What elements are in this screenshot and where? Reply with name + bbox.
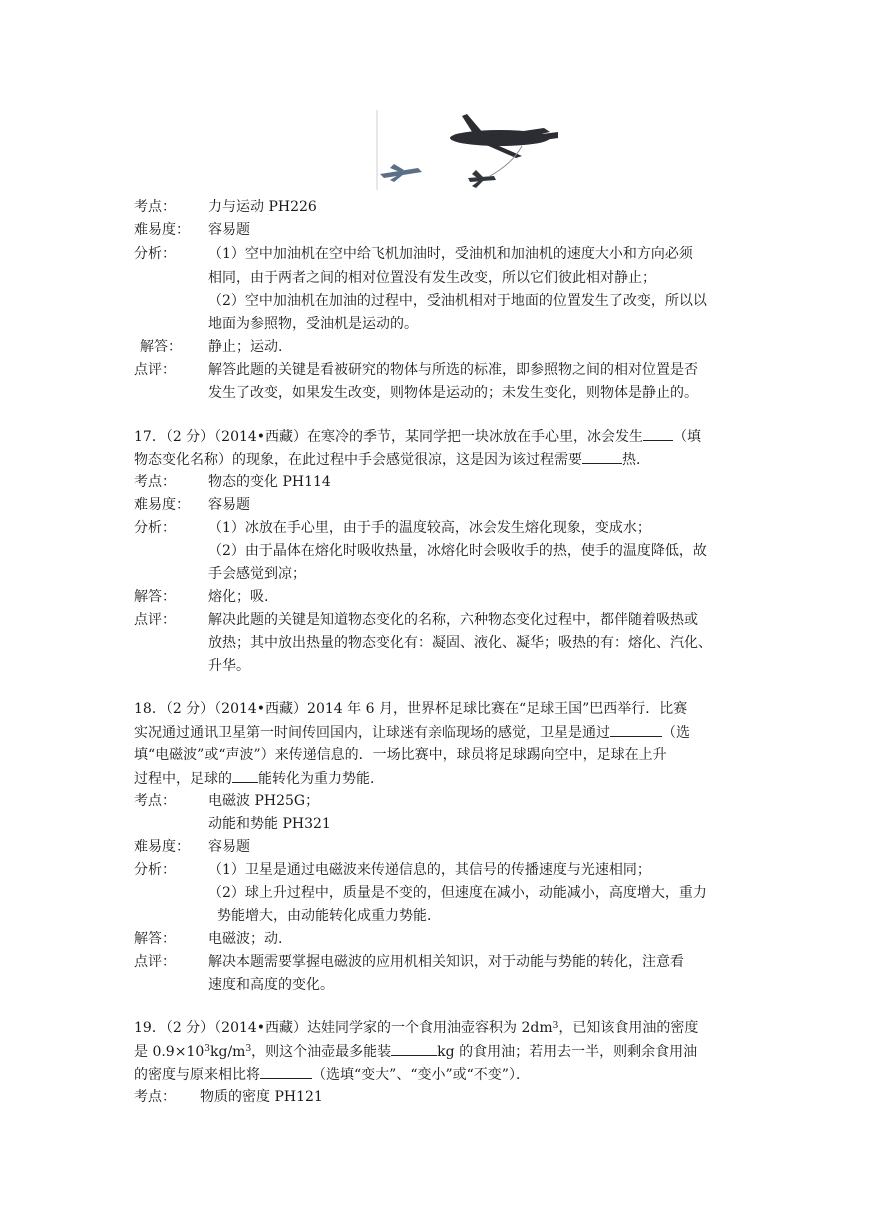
q16-fenxi-2a: （2）空中加油机在加油的过程中，受油机相对于地面的位置发生了改变，所以以 bbox=[208, 293, 707, 309]
q19-blank-2[interactable] bbox=[260, 1064, 312, 1079]
q18-stem-c: 填“电磁波”或“声波”）来传递信息的．一场比赛中，球员将足球踢向空中，足球在上升 bbox=[134, 747, 667, 763]
fighter-jet-icon bbox=[468, 170, 496, 188]
q19-stem-c2: （选填“变大”、“变小”或“不变”）． bbox=[312, 1067, 530, 1083]
q18-fenxi-2b: 势能增大，由动能转化成重力势能． bbox=[217, 908, 441, 924]
q18-blank-1[interactable] bbox=[610, 722, 662, 737]
q19-sup-b1: 3 bbox=[204, 1044, 210, 1054]
q16-fenxi-1a: （1）空中加油机在空中给飞机加油时，受油机和加油机的速度大小和方向必须 bbox=[208, 246, 693, 262]
q19-stem-b2: kg/m bbox=[210, 1044, 246, 1060]
q17-stem-line2 bbox=[134, 449, 650, 471]
q18-kaodian-2: 动能和势能 PH321 bbox=[208, 816, 331, 832]
aircraft-refueling-icon bbox=[372, 104, 567, 196]
q17-dianping-b: 放热；其中放出热量的物态变化有：凝固、液化、凝华；吸热的有：熔化、汽化、 bbox=[208, 635, 712, 651]
q18-dianping-label: 点评： bbox=[134, 954, 176, 970]
q17-stem-line1 bbox=[134, 426, 701, 448]
q17-blank-2[interactable] bbox=[582, 449, 622, 464]
refueling-figure bbox=[372, 104, 567, 196]
q19-sup-b2: 3 bbox=[245, 1044, 252, 1054]
q19-stem-a1: 19．（2 分）（2014•西藏）达娃同学家的一个食用油壶容积为 2dm bbox=[134, 1020, 553, 1036]
q16-kaodian-label: 考点： bbox=[134, 199, 176, 215]
q18-stem-b1: 实况通过通讯卫星第一时间传回国内，让球迷有亲临现场的感觉，卫星是通过 bbox=[134, 725, 610, 741]
q18-jieda: 电磁波；动. bbox=[208, 931, 283, 947]
q17-jieda: 熔化；吸. bbox=[208, 589, 269, 605]
q18-fenxi-2a: （2）球上升过程中，质量是不变的，但速度在减小，动能减小，高度增大，重力 bbox=[208, 885, 707, 901]
q16-fenxi-label: 分析： bbox=[134, 246, 176, 262]
q19-stem-b1: 是 0.9×10 bbox=[134, 1044, 205, 1060]
q17-kaodian-label: 考点： bbox=[134, 474, 176, 490]
q17-nanyi: 容易题 bbox=[208, 497, 250, 513]
q19-stem-a2: ，已知该食用油的密度 bbox=[558, 1020, 699, 1036]
q16-dianping-label: 点评： bbox=[134, 362, 176, 378]
q18-kaodian-1: 电磁波 PH25G； bbox=[208, 793, 320, 809]
q17-stem-b1: 物态变化名称）的现象，在此过程中手会感觉很凉，这是因为该过程需要 bbox=[134, 452, 582, 468]
fighter-jet-icon bbox=[380, 164, 422, 182]
q17-fenxi-2b: 手会感觉到凉； bbox=[208, 566, 306, 582]
q17-fenxi-label: 分析： bbox=[134, 520, 176, 536]
q18-stem-d1: 过程中，足球的 bbox=[134, 771, 232, 787]
q19-kaodian: 物质的密度 PH121 bbox=[200, 1089, 323, 1105]
q17-fenxi-2a: （2）由于晶体在熔化时吸收热量，冰熔化时会吸收手的热，使手的温度降低，故 bbox=[208, 543, 707, 559]
q16-nanyi: 容易题 bbox=[208, 222, 250, 238]
tanker-aircraft-icon bbox=[450, 114, 558, 158]
q18-stem-line4 bbox=[134, 768, 384, 790]
q16-fenxi-2b: 地面为参照物，受油机是运动的。 bbox=[208, 316, 418, 332]
q19-kaodian-label: 考点： bbox=[134, 1089, 176, 1105]
q19-stem-b3: ，则这个油壶最多能装 bbox=[251, 1044, 392, 1060]
q16-dianping-a: 解答此题的关键是看被研究的物体与所选的标准，即参照物之间的相对位置是否 bbox=[208, 362, 698, 378]
q18-kaodian-label: 考点： bbox=[134, 793, 176, 809]
q18-fenxi-1: （1）卫星是通过电磁波来传递信息的，其信号的传播速度与光速相同； bbox=[208, 862, 651, 878]
q19-stem-line2 bbox=[134, 1041, 697, 1063]
q17-dianping-a: 解决此题的关键是知道物态变化的名称，六种物态变化过程中，都伴随着吸热或 bbox=[208, 612, 698, 628]
q18-dianping-b: 速度和高度的变化。 bbox=[208, 977, 334, 993]
q18-stem-a: 18．（2 分）（2014•西藏）2014 年 6 月，世界杯足球比赛在“足球王国”巴西举行．比赛 bbox=[134, 701, 688, 717]
q16-jieda-label: 解答： bbox=[140, 339, 182, 355]
q17-nanyi-label: 难易度： bbox=[134, 497, 190, 513]
q17-jieda-label: 解答： bbox=[134, 589, 176, 605]
q16-dianping-b: 发生了改变，如果发生改变，则物体是运动的；未发生变化，则物体是静止的。 bbox=[208, 385, 698, 401]
q16-fenxi-1b: 相同，由于两者之间的相对位置没有发生改变，所以它们彼此相对静止； bbox=[208, 270, 656, 286]
q17-kaodian: 物态的变化 PH114 bbox=[208, 474, 331, 490]
q19-blank-1[interactable] bbox=[391, 1041, 437, 1056]
q17-fenxi-1: （1）冰放在手心里，由于手的温度较高，冰会发生熔化现象，变成水； bbox=[208, 520, 651, 536]
q18-jieda-label: 解答： bbox=[134, 931, 176, 947]
q19-sup-a: 3 bbox=[552, 1021, 559, 1031]
q17-blank-1[interactable] bbox=[643, 426, 673, 441]
q19-stem-b4: kg 的食用油；若用去一半，则剩余食用油 bbox=[437, 1044, 698, 1060]
q18-blank-2[interactable] bbox=[232, 768, 258, 783]
q16-nanyi-label: 难易度： bbox=[134, 222, 190, 238]
q17-dianping-c: 升华。 bbox=[208, 658, 250, 674]
q17-stem-a1: 17．（2 分）（2014•西藏）在寒冷的季节，某同学把一块冰放在手心里，冰会发生 bbox=[134, 429, 644, 445]
q18-stem-line2 bbox=[134, 722, 690, 744]
q18-dianping-a: 解决本题需要掌握电磁波的应用机相关知识，对于动能与势能的转化，注意看 bbox=[208, 954, 684, 970]
q19-stem-line3 bbox=[134, 1064, 530, 1086]
q18-nanyi-label: 难易度： bbox=[134, 839, 190, 855]
q17-stem-a2: （填 bbox=[673, 429, 702, 445]
q19-stem-line1 bbox=[134, 1018, 698, 1040]
q18-stem-d2: 能转化为重力势能． bbox=[258, 771, 384, 787]
q19-stem-c1: 的密度与原来相比将 bbox=[134, 1067, 260, 1083]
q17-stem-b2: 热． bbox=[622, 452, 650, 468]
q16-kaodian: 力与运动 PH226 bbox=[208, 199, 317, 215]
q16-jieda: 静止；运动. bbox=[208, 339, 283, 355]
q17-dianping-label: 点评： bbox=[134, 612, 176, 628]
q18-stem-b2: （选 bbox=[662, 725, 690, 741]
q18-fenxi-label: 分析： bbox=[134, 862, 176, 878]
q18-nanyi: 容易题 bbox=[208, 839, 250, 855]
